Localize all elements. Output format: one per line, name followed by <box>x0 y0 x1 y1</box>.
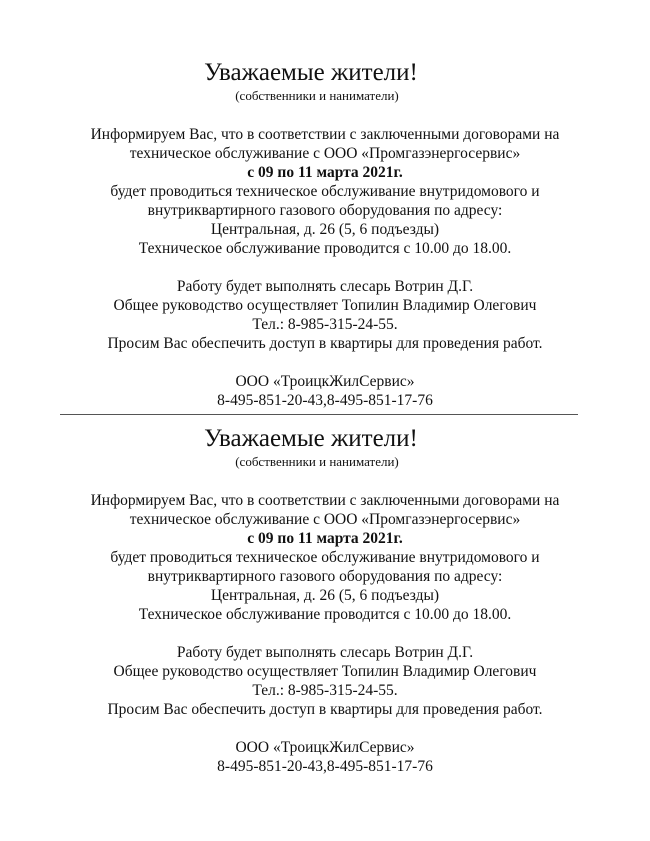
notice-bottom <box>0 424 650 776</box>
notice-top <box>0 58 650 410</box>
info-line: будет проводиться техническое обслуживание внутридомового и <box>110 183 540 200</box>
info-line: техническое обслуживание с ООО «Промгазэнергосервис» <box>129 145 521 162</box>
date-range: с 09 по 11 марта 2021г. <box>247 530 403 547</box>
notice-title: Уважаемые жители! <box>204 59 418 86</box>
worker-line: Работу будет выполнять слесарь Вотрин Д.Г. <box>176 644 474 661</box>
request-line: Просим Вас обеспечить доступ в квартиры для проведения работ. <box>107 701 543 718</box>
company-phones: 8-495-851-20-43,8-495-851-17-76 <box>217 758 433 775</box>
manager-line: Общее руководство осуществляет Топилин Владимир Олегович <box>113 297 537 314</box>
company-name: ООО «ТроицкЖилСервис» <box>235 373 415 390</box>
address-line: Центральная, д. 26 (5, 6 подъезды) <box>210 221 440 238</box>
manager-line: Общее руководство осуществляет Топилин Владимир Олегович <box>113 663 537 680</box>
notice-title: Уважаемые жители! <box>204 425 418 452</box>
phone-line: Тел.: 8-985-315-24-55. <box>252 316 398 333</box>
company-name: ООО «ТроицкЖилСервис» <box>235 739 415 756</box>
info-line: внутриквартирного газового оборудования по адресу: <box>147 202 503 219</box>
address-line: Центральная, д. 26 (5, 6 подъезды) <box>210 587 440 604</box>
info-line: Информируем Вас, что в соответствии с заключенными договорами на <box>90 126 560 143</box>
info-line: будет проводиться техническое обслуживание внутридомового и <box>110 549 540 566</box>
phone-line: Тел.: 8-985-315-24-55. <box>252 682 398 699</box>
info-line: Информируем Вас, что в соответствии с заключенными договорами на <box>90 492 560 509</box>
info-line: техническое обслуживание с ООО «Промгазэнергосервис» <box>129 511 521 528</box>
info-line: внутриквартирного газового оборудования по адресу: <box>147 568 503 585</box>
request-line: Просим Вас обеспечить доступ в квартиры для проведения работ. <box>107 335 543 352</box>
hours-line: Техническое обслуживание проводится с 10.00 до 18.00. <box>138 606 512 623</box>
hours-line: Техническое обслуживание проводится с 10.00 до 18.00. <box>138 240 512 257</box>
notice-subtitle: (собственники и наниматели) <box>235 88 399 103</box>
date-range: с 09 по 11 марта 2021г. <box>247 164 403 181</box>
worker-line: Работу будет выполнять слесарь Вотрин Д.Г. <box>176 278 474 295</box>
cut-divider <box>60 414 578 415</box>
notice-subtitle: (собственники и наниматели) <box>235 454 399 469</box>
company-phones: 8-495-851-20-43,8-495-851-17-76 <box>217 392 433 409</box>
